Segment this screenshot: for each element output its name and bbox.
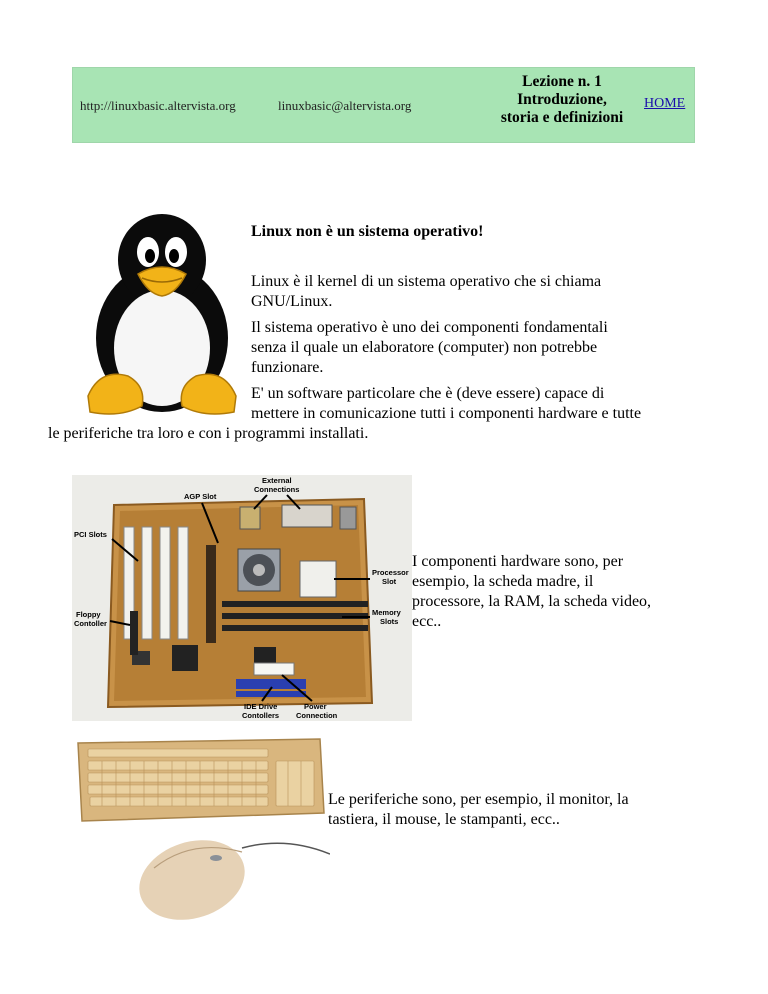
paragraph-hardware (412, 552, 651, 632)
text-line: Linux è il kernel di un sistema operativo che si chiama (251, 273, 602, 290)
label-ide-2: Contollers (242, 711, 280, 720)
label-agp-slot: AGP Slot (184, 492, 217, 501)
label-memory-1: Memory (372, 608, 401, 617)
motherboard-image (72, 475, 412, 721)
text-line: funzionare. (251, 359, 324, 376)
label-floppy-1: Floppy (76, 610, 101, 619)
text-line: E' un software particolare che è (deve essere) capace di (251, 385, 605, 402)
label-processor-1: Processor (372, 568, 409, 577)
paragraph-peripherals (328, 790, 629, 830)
text-line: processore, la RAM, la scheda video, (412, 593, 652, 610)
label-ide-1: IDE Drive (244, 702, 278, 711)
text-line: mettere in comunicazione tutti i componenti hardware e tutte (251, 405, 642, 422)
label-external-2: Connections (254, 485, 300, 494)
site-url: http://linuxbasic.altervista.org (80, 98, 236, 113)
paragraph-os (251, 318, 608, 378)
home-link[interactable]: HOME (644, 96, 686, 111)
keyboard-image (72, 735, 327, 825)
label-power-1: Power (304, 702, 327, 711)
text-line: Il sistema operativo è uno dei componenti fondamentali (251, 319, 608, 336)
text-line: esempio, la scheda madre, il (412, 573, 594, 590)
text-line: Le periferiche sono, per esempio, il monitor, la (328, 791, 629, 808)
label-floppy-2: Contoller (74, 619, 107, 628)
header-bar (72, 67, 695, 143)
lesson-title-line-1: Lezione n. 1 (522, 73, 602, 90)
label-power-2: Connection (296, 711, 338, 720)
lesson-title (485, 73, 639, 127)
label-pci-slots: PCI Slots (74, 530, 107, 539)
lesson-title-line-3: storia e definizioni (500, 109, 624, 126)
paragraph-kernel (251, 272, 601, 312)
text-line: tastiera, il mouse, le stampanti, ecc.. (328, 811, 560, 828)
text-line: senza il quale un elaboratore (computer) non potrebbe (251, 339, 598, 356)
text-line: le periferiche tra loro e con i programmi installati. (48, 425, 369, 442)
text-line: GNU/Linux. (251, 293, 333, 310)
label-processor-2: Slot (382, 577, 397, 586)
main-heading: Linux non è un sistema operativo! (251, 223, 484, 240)
label-memory-2: Slots (380, 617, 399, 626)
label-external-1: External (262, 476, 292, 485)
email-address: linuxbasic@altervista.org (278, 98, 412, 113)
mouse-image (136, 826, 330, 922)
lesson-title-line-2: Introduzione, (517, 91, 607, 108)
text-line: I componenti hardware sono, per (412, 553, 624, 570)
tux-penguin-image (80, 208, 244, 418)
text-line: ecc.. (412, 613, 442, 630)
